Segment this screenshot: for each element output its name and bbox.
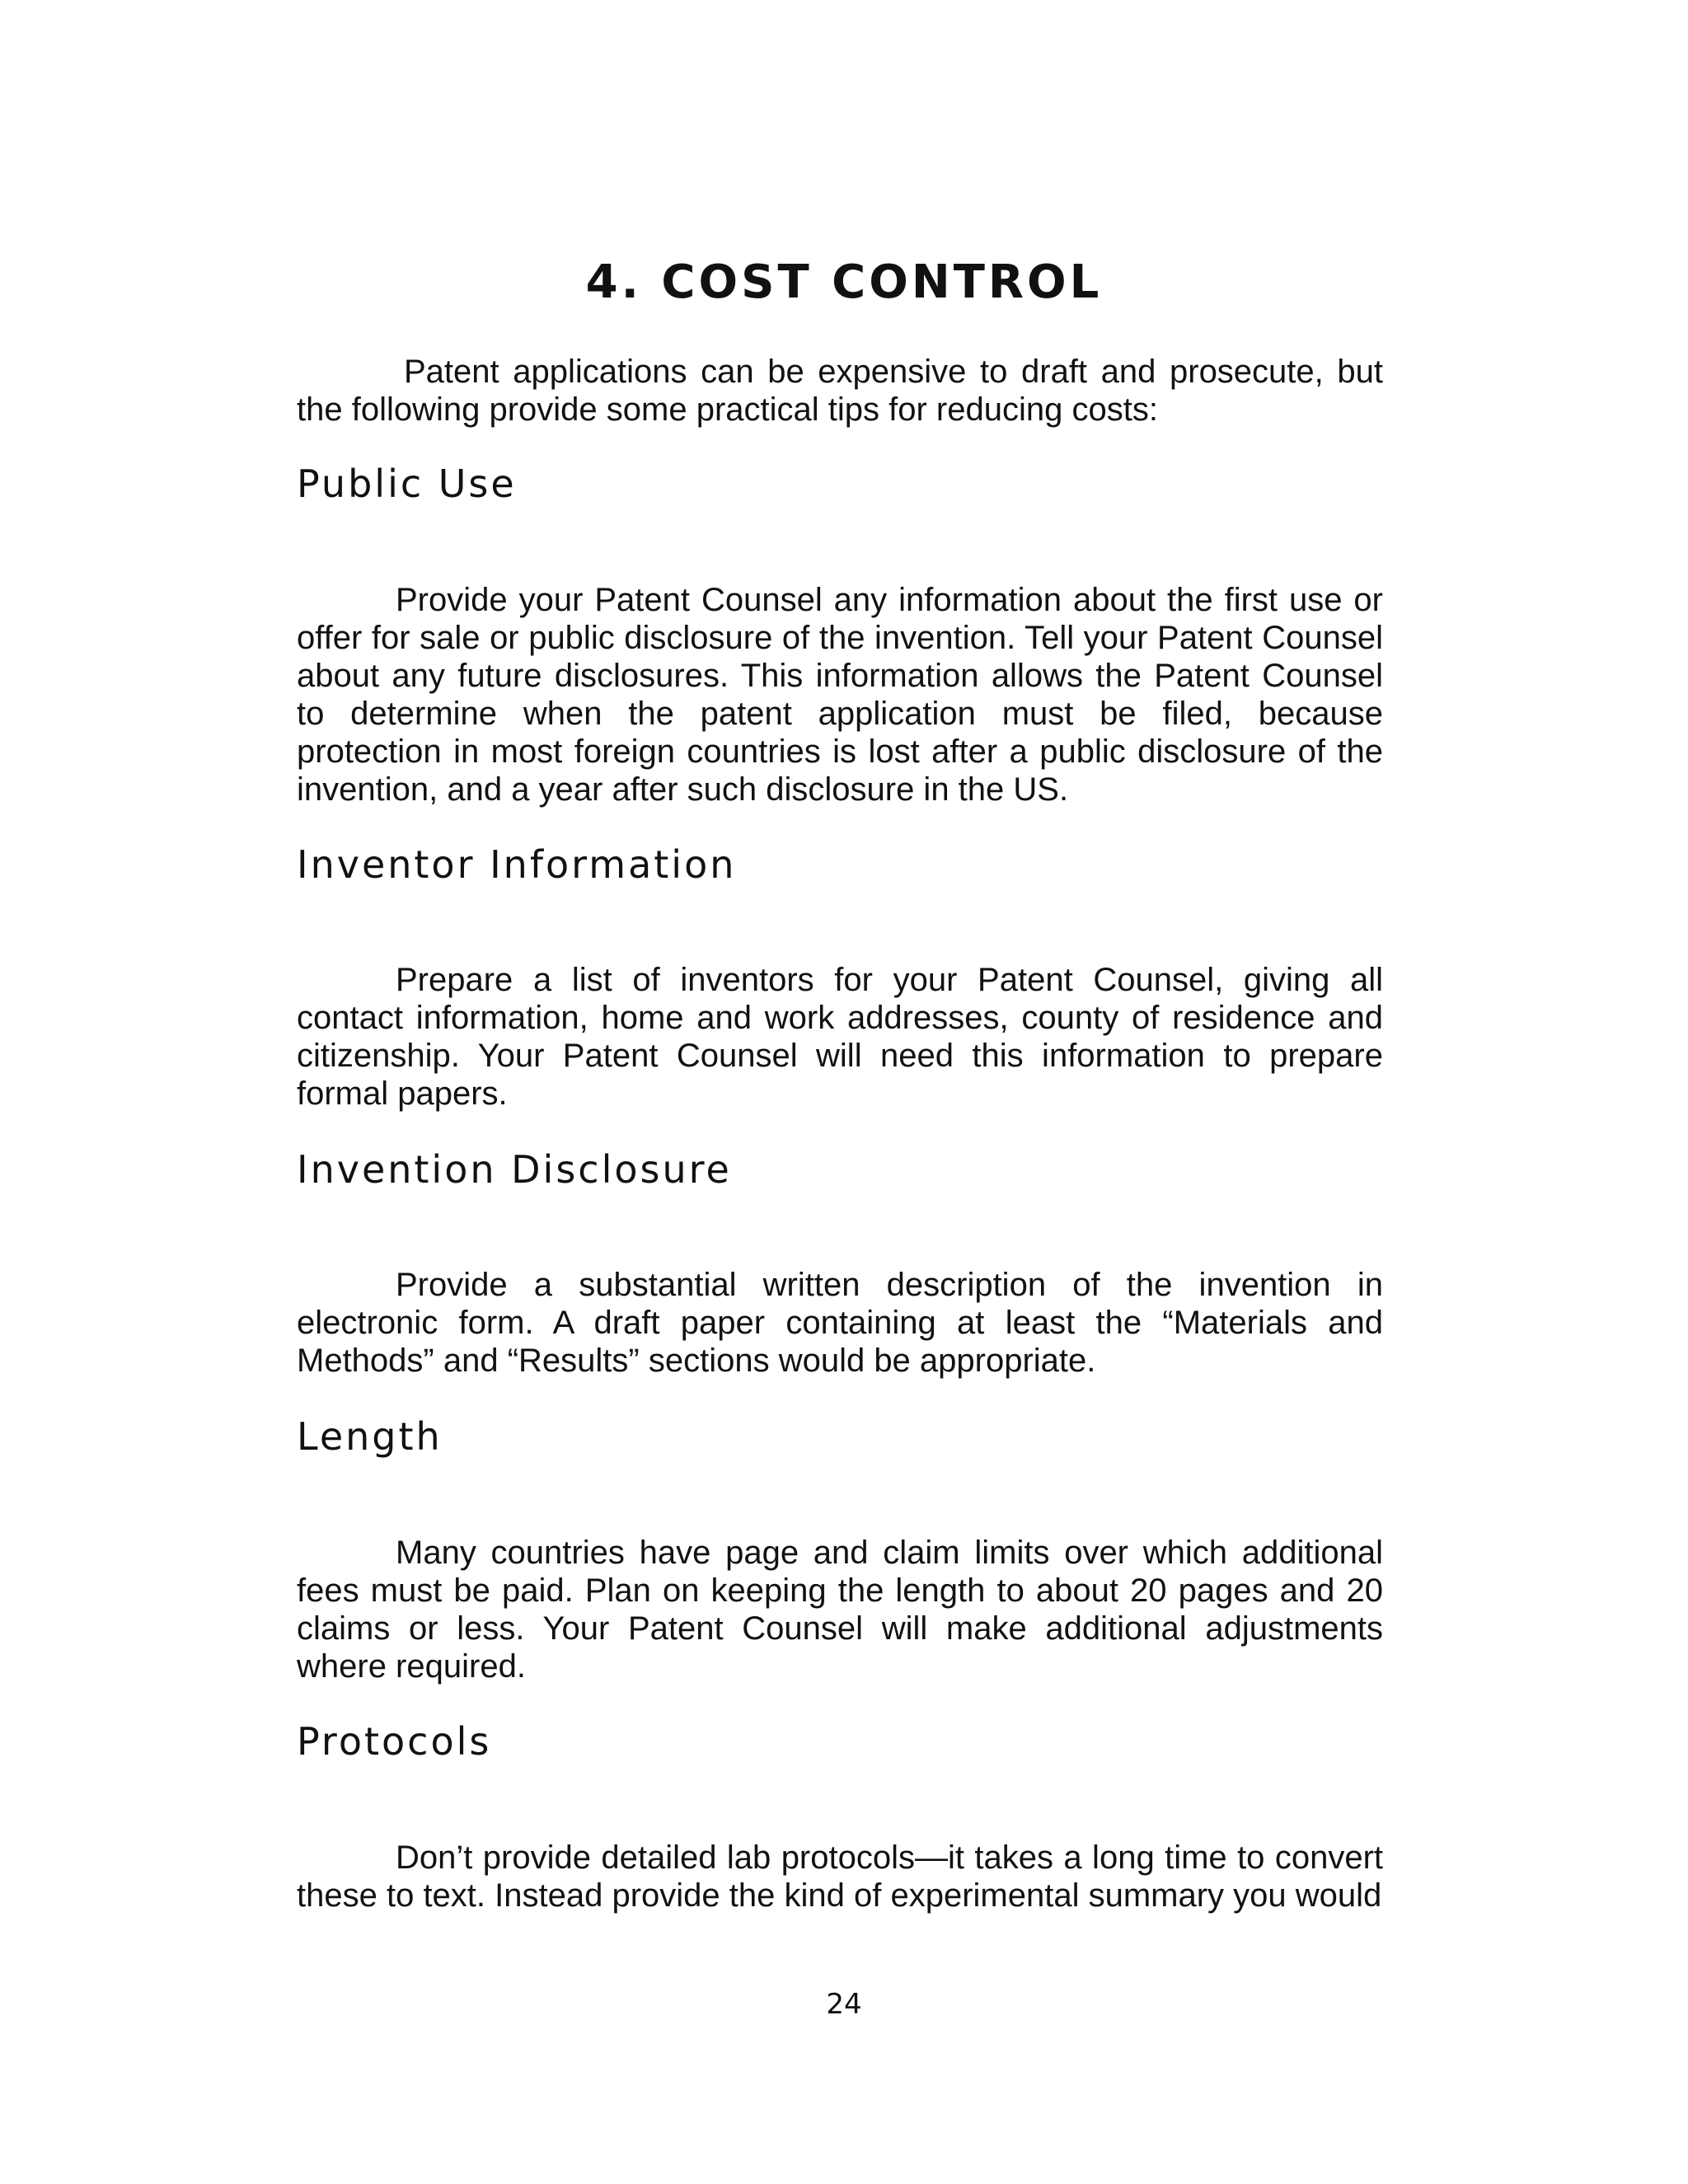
section-text-inventor-information: Prepare a list of inventors for your Patent Counsel, giving all contact information, home and work addresses, county of residence and citizenship. Your Patent Counsel will need this information to prepare formal papers. xyxy=(297,962,1383,1112)
section-text-length: Many countries have page and claim limits over which additional fees must be paid. Plan on keeping the length to about 20 pages and 20 claims or less. Your Patent Counsel will make additional adjustments where required. xyxy=(297,1535,1383,1685)
page-number: 24 xyxy=(826,1988,862,2021)
section-heading-length: Length xyxy=(297,1414,443,1459)
section-text-public-use: Provide your Patent Counsel any information about the first use or offer for sale or public disclosure of the invention. Tell your Patent Counsel about any future disclosures. This information allows the Patent Counsel to determine when the patent application must be filed, because protection in most foreign countries is lost after a public disclosure of the invention, and a year after such disclosure in the US. xyxy=(297,582,1383,808)
section-text-protocols: Don’t provide detailed lab protocols—it takes a long time to convert these to text. Instead provide the kind of experimental summary you would xyxy=(297,1840,1383,1914)
section-heading-public-use: Public Use xyxy=(297,462,517,506)
section-heading-protocols: Protocols xyxy=(297,1719,492,1764)
section-heading-inventor-information: Inventor Information xyxy=(297,842,737,887)
section-text-invention-disclosure: Provide a substantial written description of the invention in electronic form. A draft paper containing at least the “Materials and Methods” and “Results” sections would be appropriate. xyxy=(297,1267,1383,1379)
chapter-title: 4. COST CONTROL xyxy=(585,255,1103,309)
intro-paragraph: Patent applications can be expensive to draft and prosecute, but the following provide some practical tips for reducing costs: xyxy=(297,354,1383,428)
section-heading-invention-disclosure: Invention Disclosure xyxy=(297,1147,732,1192)
